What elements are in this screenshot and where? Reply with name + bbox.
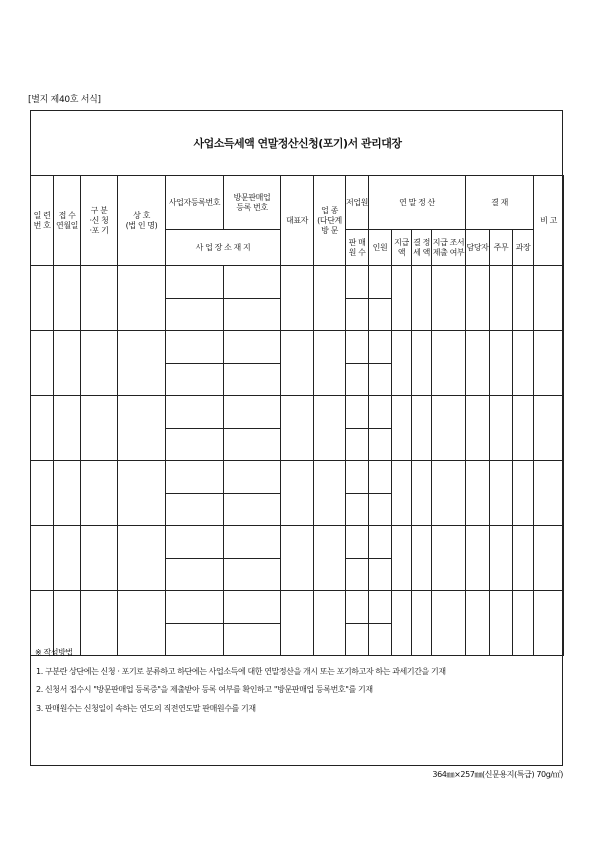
header-industry: 업 종 (다단계 방 문 [314,176,346,266]
header-business-location: 사 업 장 소 재 지 [166,230,281,266]
entry-cell[interactable] [118,331,166,396]
entry-cell[interactable] [466,461,490,526]
header-business-reg-no: 사업자등록번호 [166,176,224,230]
entry-cell[interactable] [224,331,281,364]
header-settlement-person: 인원 [369,230,392,266]
entry-cell[interactable] [466,396,490,461]
entry-cell[interactable] [166,493,224,526]
entry-cell[interactable] [432,331,466,396]
entry-cell[interactable] [224,266,281,299]
entry-row [31,331,564,364]
entry-cell[interactable] [281,396,314,461]
entry-cell[interactable] [224,558,281,591]
header-determined-tax: 결 정 세 액 [412,230,432,266]
entry-cell[interactable] [369,363,392,396]
entry-cell[interactable] [412,396,432,461]
entry-cell[interactable] [346,428,369,461]
instructions-title: ※ 작성방법 [35,648,73,657]
entry-cell[interactable] [81,396,118,461]
entry-cell[interactable] [534,396,564,461]
entry-cell[interactable] [118,461,166,526]
entry-cell[interactable] [466,331,490,396]
entry-cell[interactable] [166,396,224,429]
entry-row [31,591,564,624]
entry-cell[interactable] [432,461,466,526]
entry-cell[interactable] [166,558,224,591]
ledger-table [30,175,564,656]
entry-cell[interactable] [490,331,513,396]
entry-cell[interactable] [513,526,534,591]
entry-cell[interactable] [432,266,466,331]
entry-cell[interactable] [412,461,432,526]
entry-cell[interactable] [224,591,281,624]
entry-cell[interactable] [346,591,369,624]
entry-cell[interactable] [31,461,54,526]
entry-cell[interactable] [224,461,281,494]
instruction-item: 1. 구분란 상단에는 신청 · 포기로 분류하고 하단에는 사업소득에 대한 연말정산을 개시 또는 포기하고자 하는 과세기간을 기재 [36,666,446,676]
entry-row [31,396,564,429]
entry-cell[interactable] [81,526,118,591]
entry-cell[interactable] [534,266,564,331]
entry-cell[interactable] [166,331,224,364]
entry-cell[interactable] [346,526,369,559]
entry-cell[interactable] [392,396,412,461]
entry-cell[interactable] [314,461,346,526]
entry-cell[interactable] [166,363,224,396]
header-approval-chief: 주무 [490,230,513,266]
entry-cell[interactable] [369,331,392,364]
entry-cell[interactable] [490,526,513,591]
header-settlement-amount: 지급액 [392,230,412,266]
entry-cell[interactable] [369,526,392,559]
entry-cell[interactable] [513,331,534,396]
entry-cell[interactable] [412,526,432,591]
entry-cell[interactable] [513,461,534,526]
form-title: 사업소득세액 연말정산신청(포기)서 관리대장 [193,137,402,150]
entry-cell[interactable] [118,526,166,591]
entry-cell[interactable] [81,331,118,396]
entry-cell[interactable] [346,461,369,494]
entry-cell[interactable] [490,266,513,331]
entry-cell[interactable] [31,331,54,396]
entry-cell[interactable] [369,428,392,461]
entry-cell[interactable] [166,298,224,331]
header-approval-manager: 과장 [513,230,534,266]
entry-cell[interactable] [534,331,564,396]
entry-cell[interactable] [81,461,118,526]
entry-cell[interactable] [118,266,166,331]
entry-cell[interactable] [281,526,314,591]
entry-cell[interactable] [369,493,392,526]
header-employees: 저업원 [346,176,369,230]
entry-cell[interactable] [31,526,54,591]
entry-cell[interactable] [392,461,412,526]
entry-cell[interactable] [346,396,369,429]
entry-cell[interactable] [281,266,314,331]
entry-cell[interactable] [224,396,281,429]
paper-spec: 364㎜×257㎜(신문용지(특급) 70g/㎡) [432,770,563,779]
entry-cell[interactable] [432,526,466,591]
entry-cell[interactable] [81,266,118,331]
entry-cell[interactable] [490,396,513,461]
header-serial-no: 일 련 번 호 [31,176,54,266]
entry-cell[interactable] [224,526,281,559]
entry-cell[interactable] [346,266,369,299]
entry-cell[interactable] [369,298,392,331]
header-category: 구 분 ·신 청 ·포 기 [81,176,118,266]
entry-cell[interactable] [346,493,369,526]
form-number: [별지 제40호 서식] [28,95,101,105]
entry-cell[interactable] [314,266,346,331]
entry-cell[interactable] [281,461,314,526]
entry-row [31,461,564,494]
header-door-to-door-reg-no: 방문판매업 등록 번호 [224,176,281,230]
instruction-item: 2. 신청서 접수시 "방문판매업 등록증"을 제출받아 등록 여부를 확인하고 "방문판매업 등록번호"를 기재 [36,685,373,694]
entry-cell[interactable] [534,461,564,526]
header-trade-name: 상 호 (법 인 명) [118,176,166,266]
entry-row [31,266,564,299]
entry-cell[interactable] [392,526,412,591]
entry-cell[interactable] [369,591,392,624]
entry-cell[interactable] [346,363,369,396]
entry-cell[interactable] [346,298,369,331]
entry-cell[interactable] [392,331,412,396]
entry-cell[interactable] [166,591,224,624]
header-representative: 대표자 [281,176,314,266]
header-remarks: 비 고 [534,176,564,266]
entry-cell[interactable] [224,363,281,396]
entry-cell[interactable] [281,331,314,396]
entry-cell[interactable] [392,266,412,331]
entry-cell[interactable] [466,266,490,331]
entry-row [31,526,564,559]
entry-cell[interactable] [369,558,392,591]
entry-cell[interactable] [166,266,224,299]
entry-cell[interactable] [54,331,81,396]
entry-cell[interactable] [369,396,392,429]
entry-cell[interactable] [224,428,281,461]
entry-cell[interactable] [166,428,224,461]
entry-cell[interactable] [314,331,346,396]
entry-cell[interactable] [54,461,81,526]
entry-cell[interactable] [513,396,534,461]
entry-cell[interactable] [54,266,81,331]
entry-cell[interactable] [346,331,369,364]
entry-cell[interactable] [224,493,281,526]
entry-cell[interactable] [346,558,369,591]
entry-cell[interactable] [314,396,346,461]
entry-cell[interactable] [31,396,54,461]
header-approval: 결 재 [466,176,534,230]
entry-cell[interactable] [166,526,224,559]
entry-cell[interactable] [166,461,224,494]
entry-cell[interactable] [412,331,432,396]
entry-cell[interactable] [466,526,490,591]
entry-cell[interactable] [224,298,281,331]
header-approval-officer: 담당자 [466,230,490,266]
entry-cell[interactable] [118,396,166,461]
entry-cell[interactable] [314,526,346,591]
entry-cell[interactable] [432,396,466,461]
entry-cell[interactable] [513,266,534,331]
entry-cell[interactable] [54,526,81,591]
header-payment-statement: 지급 조서 제출 여부 [432,230,466,266]
header-sales-staff-count: 판 매 원 수 [346,230,369,266]
header-receipt-date: 접 수 연월일 [54,176,81,266]
entry-cell[interactable] [54,396,81,461]
entry-cell[interactable] [369,266,392,299]
header-year-end-settlement: 연 말 정 산 [369,176,466,230]
entry-cell[interactable] [490,461,513,526]
instructions [33,644,563,718]
entry-cell[interactable] [369,461,392,494]
entry-cell[interactable] [412,266,432,331]
entry-cell[interactable] [534,526,564,591]
entry-cell[interactable] [31,266,54,331]
instruction-item: 3. 판매원수는 신청일이 속하는 연도의 직전연도말 판매원수를 기재 [36,703,256,713]
